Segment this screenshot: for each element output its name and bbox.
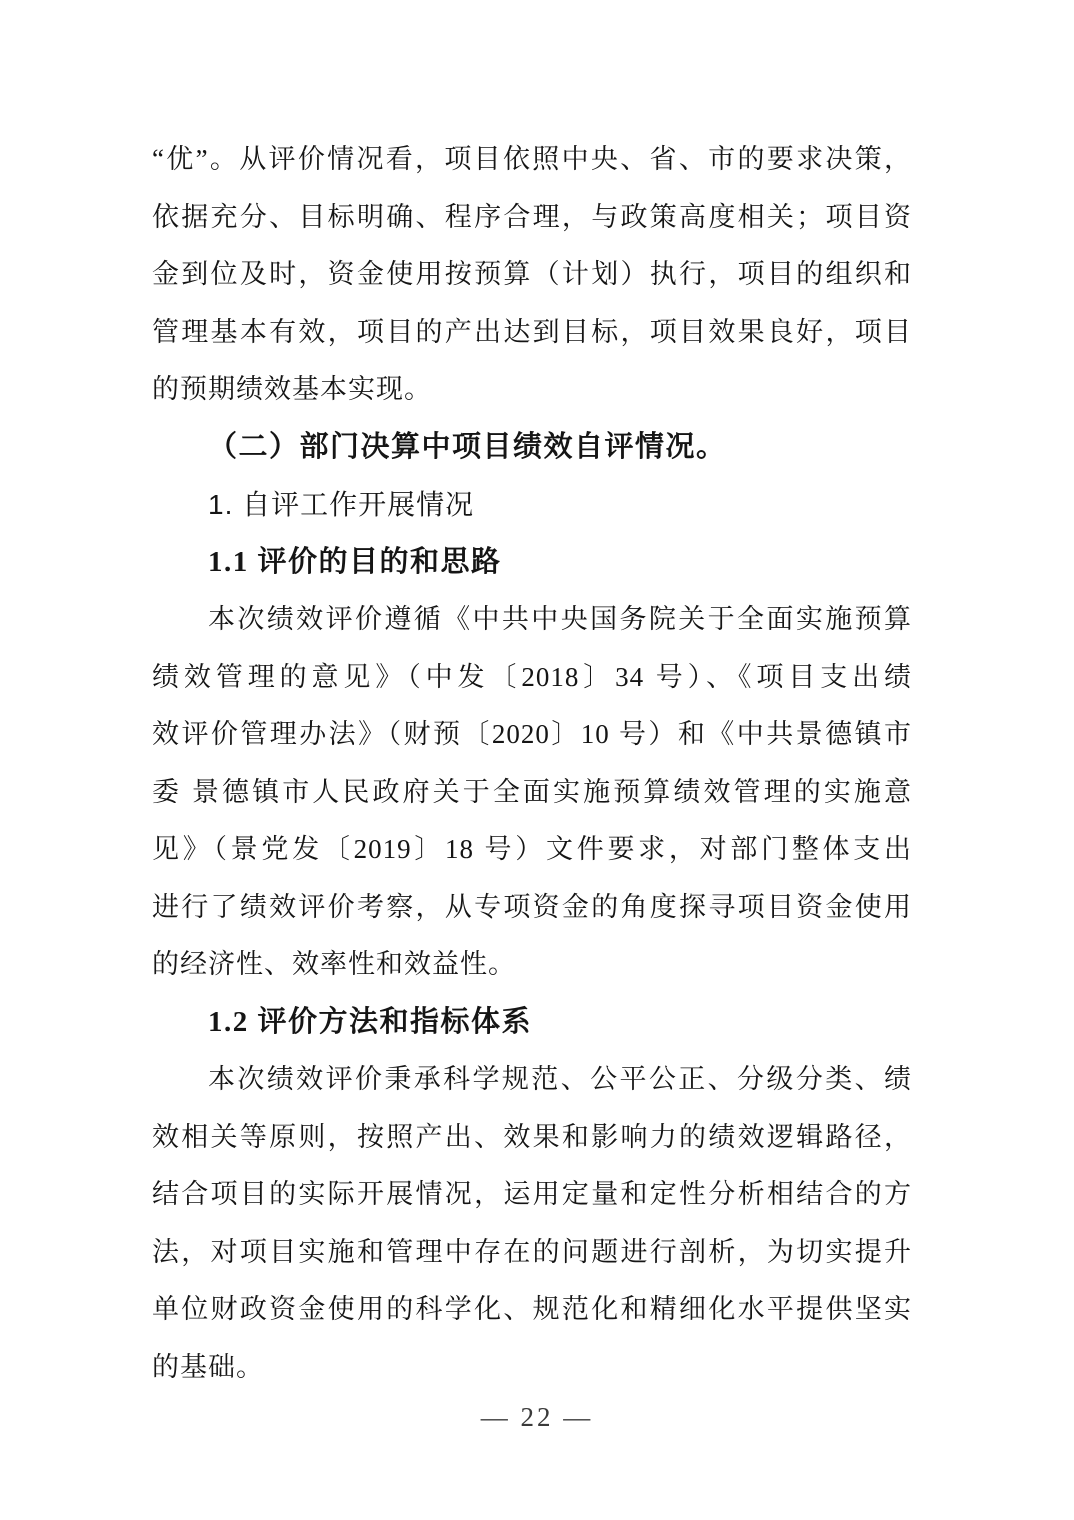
paragraph-line: 依据充分、目标明确、程序合理，与政策高度相关；项目资 (152, 201, 912, 232)
subsubsection-heading: 1.1 评价的目的和思路 (208, 545, 502, 578)
paragraph-line: 的经济性、效率性和效益性。 (152, 949, 516, 979)
text-block (152, 131, 912, 1396)
page-number: — 22 — (480, 1402, 594, 1432)
paragraph-line: 本次绩效评价遵循《中共中央国务院关于全面实施预算 (208, 604, 912, 634)
paragraph-line: 单位财政资金使用的科学化、规范化和精细化水平提供坚实 (152, 1294, 912, 1324)
paragraph-line: 法，对项目实施和管理中存在的问题进行剖析，为切实提升 (152, 1236, 912, 1267)
paragraph-line: 的预期绩效基本实现。 (152, 374, 432, 404)
subsubsection-heading: 1.2 评价方法和指标体系 (208, 1005, 533, 1038)
paragraph-line: 绩效管理的意见》（中发〔2018〕34 号）、《项目支出绩 (152, 661, 912, 692)
paragraph-line: 进行了绩效评价考察，从专项资金的角度探寻项目资金使用 (152, 891, 912, 922)
paragraph-line: 本次绩效评价秉承科学规范、公平公正、分级分类、绩 (208, 1064, 912, 1094)
paragraph-line: 委 景德镇市人民政府关于全面实施预算绩效管理的实施意 (152, 776, 912, 807)
paragraph-line: “优”。从评价情况看，项目依照中央、省、市的要求决策， (152, 144, 912, 174)
paragraph-line: 的基础。 (152, 1351, 264, 1382)
section-heading: （二）部门决算中项目绩效自评情况。 (208, 430, 727, 463)
paragraph-line: 见》（景党发〔2019〕18 号）文件要求，对部门整体支出 (152, 834, 912, 864)
paragraph-line: 结合项目的实际开展情况，运用定量和定性分析相结合的方 (152, 1179, 912, 1209)
paragraph-line: 效相关等原则，按照产出、效果和影响力的绩效逻辑路径， (152, 1121, 912, 1152)
paragraph-line: 效评价管理办法》（财预〔2020〕10 号）和《中共景德镇市 (152, 719, 912, 749)
paragraph-line: 管理基本有效，项目的产出达到目标，项目效果良好，项目 (152, 316, 912, 347)
subsection-heading: 1. 自评工作开展情况 (208, 489, 475, 520)
paragraph-line: 金到位及时，资金使用按预算（计划）执行，项目的组织和 (152, 259, 912, 289)
